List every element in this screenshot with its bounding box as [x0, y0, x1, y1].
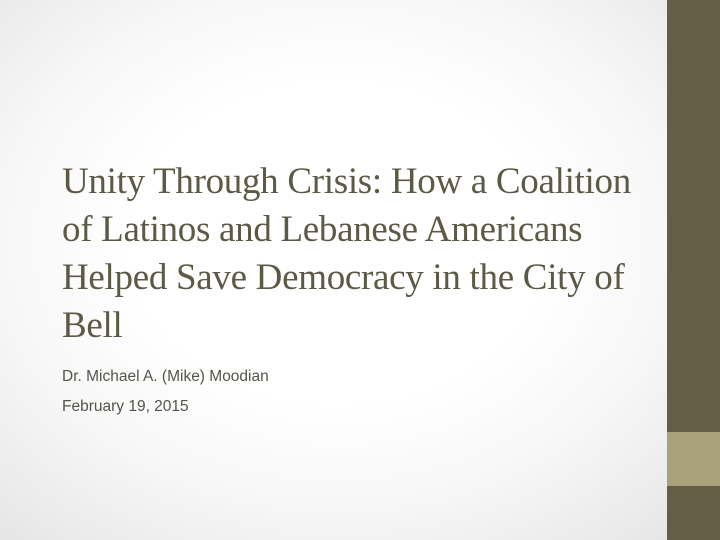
presentation-date: February 19, 2015 — [62, 398, 189, 415]
slide-subtitle — [62, 362, 622, 422]
author-name: Dr. Michael A. (Mike) Moodian — [62, 368, 269, 385]
slide-title: Unity Through Crisis: How a Coalition of Latinos and Lebanese Americans Helped Save Democracy in the City of Bell — [62, 161, 631, 346]
decorative-sidebar-accent — [667, 432, 720, 486]
